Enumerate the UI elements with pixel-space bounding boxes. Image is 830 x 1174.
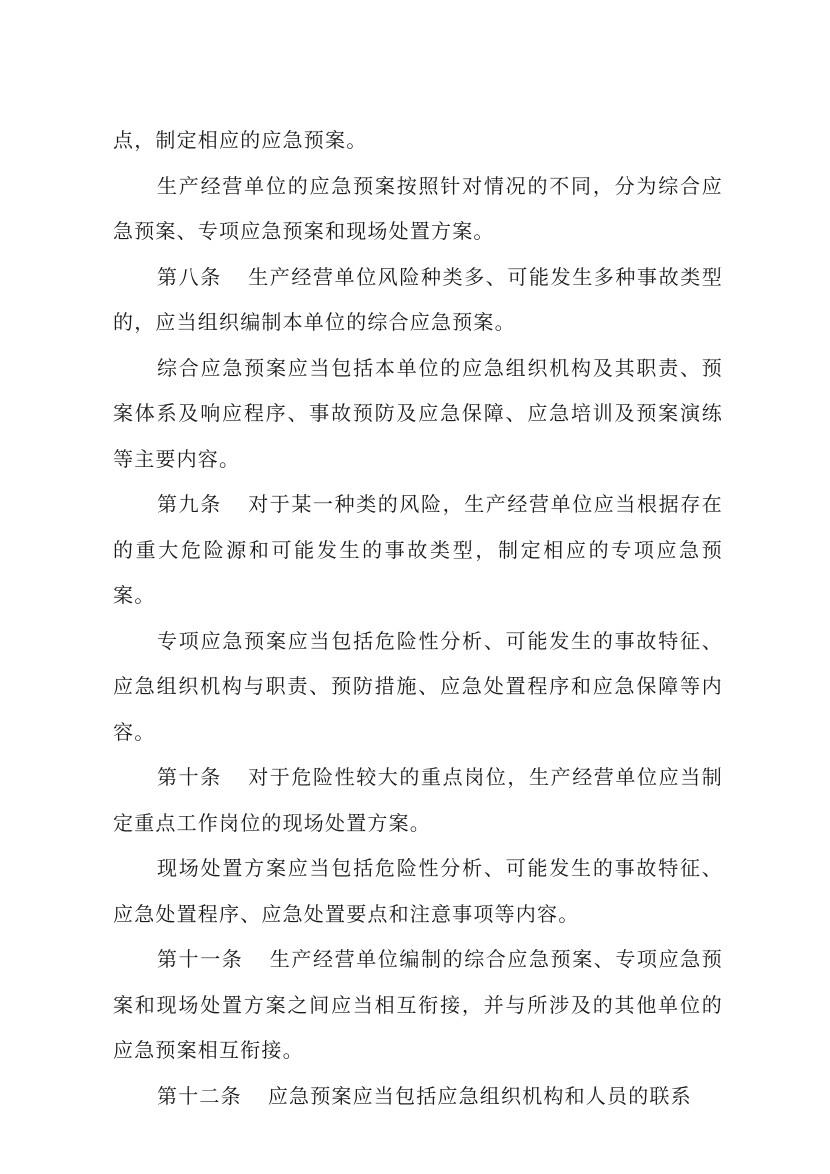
paragraph-text: 综合应急预案应当包括本单位的应急组织机构及其职责、预案体系及响应程序、事故预防及应急保障、应急培训及预案演练等主要内容。 [113, 355, 723, 471]
article-number: 第十一条 [157, 947, 244, 971]
document-page [113, 118, 723, 1119]
paragraph-2 [113, 164, 723, 255]
paragraph-text: 对于某一种类的风险，生产经营单位应当根据存在的重大危险源和可能发生的事故类型，制定相应的专项应急预案。 [113, 492, 723, 607]
paragraph-8 [113, 846, 723, 937]
article-11 [113, 937, 723, 1074]
paragraph-1 [113, 118, 723, 164]
paragraph-4 [113, 346, 723, 483]
paragraph-text: 专项应急预案应当包括危险性分析、可能发生的事故特征、应急组织机构与职责、预防措施、应急处置程序和应急保障等内容。 [113, 628, 723, 744]
article-10 [113, 755, 723, 846]
paragraph-text: 现场处置方案应当包括危险性分析、可能发生的事故特征、应急处置程序、应急处置要点和注意事项等内容。 [113, 856, 723, 926]
paragraph-6 [113, 619, 723, 756]
paragraph-text: 对于危险性较大的重点岗位，生产经营单位应当制定重点工作岗位的现场处置方案。 [113, 765, 723, 835]
article-number: 第九条 [157, 492, 222, 516]
article-12 [113, 1074, 723, 1120]
article-number: 第十条 [157, 765, 222, 789]
paragraph-text: 生产经营单位风险种类多、可能发生多种事故类型的，应当组织编制本单位的综合应急预案。 [113, 264, 723, 334]
paragraph-text: 生产经营单位编制的综合应急预案、专项应急预案和现场处置方案之间应当相互衔接，并与所涉及的其他单位的应急预案相互衔接。 [113, 947, 723, 1062]
paragraph-text: 点，制定相应的应急预案。 [113, 128, 368, 152]
article-number: 第八条 [157, 264, 222, 289]
paragraph-text: 生产经营单位的应急预案按照针对情况的不同，分为综合应急预案、专项应急预案和现场处置方案。 [113, 173, 723, 243]
paragraph-text: 应急预案应当包括应急组织机构和人员的联系 [267, 1083, 692, 1108]
article-number: 第十二条 [157, 1083, 242, 1108]
article-8 [113, 255, 723, 346]
article-9 [113, 482, 723, 619]
